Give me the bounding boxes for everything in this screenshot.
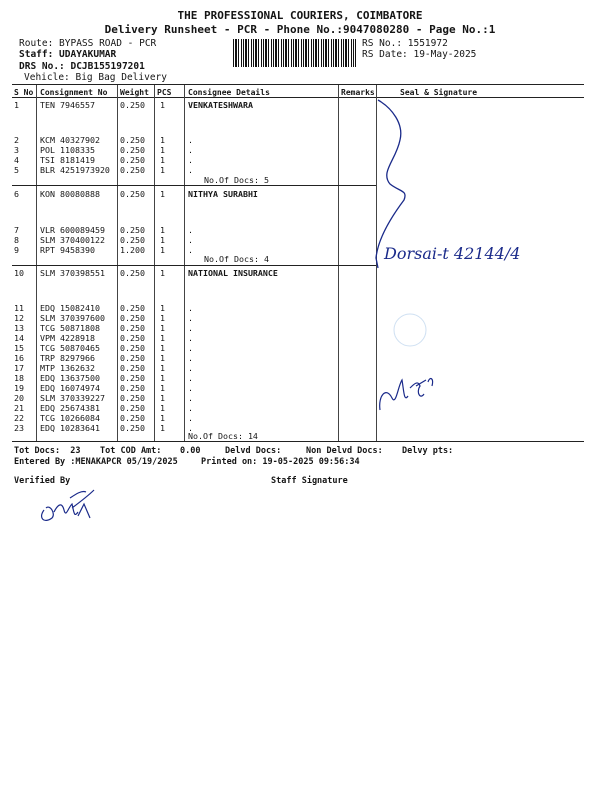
row-consignee-details: . bbox=[188, 413, 193, 423]
row-consignment-no: SLM 370398551 bbox=[40, 268, 105, 278]
stamp-mark bbox=[394, 314, 426, 346]
row-weight: 0.250 bbox=[120, 403, 145, 413]
entered-by: Entered By :MENAKAPCR 05/19/2025 bbox=[14, 457, 178, 467]
row-consignee-details: . bbox=[188, 423, 193, 433]
row-sno: 9 bbox=[14, 245, 19, 255]
row-sno: 17 bbox=[14, 363, 24, 373]
col-divider bbox=[338, 85, 339, 441]
company-title: THE PROFESSIONAL COURIERS, COIMBATORE bbox=[177, 9, 423, 22]
row-consignee-details: . bbox=[188, 303, 193, 313]
row-consignment-no: KON 80080888 bbox=[40, 189, 100, 199]
row-sno: 3 bbox=[14, 145, 19, 155]
row-consignment-no: EDQ 13637500 bbox=[40, 373, 100, 383]
table-top-rule bbox=[12, 84, 584, 85]
row-pcs: 1 bbox=[160, 313, 165, 323]
row-weight: 0.250 bbox=[120, 413, 145, 423]
row-sno: 14 bbox=[14, 333, 24, 343]
row-consignee-details: . bbox=[188, 165, 193, 175]
row-sno: 11 bbox=[14, 303, 24, 313]
col-header-pcs: PCS bbox=[157, 88, 172, 97]
row-consignment-no: EDQ 10283641 bbox=[40, 423, 100, 433]
row-consignment-no: EDQ 15082410 bbox=[40, 303, 100, 313]
row-consignment-no: TEN 7946557 bbox=[40, 100, 95, 110]
row-pcs: 1 bbox=[160, 333, 165, 343]
row-pcs: 1 bbox=[160, 135, 165, 145]
col-divider bbox=[117, 85, 118, 441]
row-consignment-no: VLR 600089459 bbox=[40, 225, 105, 235]
total-cod-value: 0.00 bbox=[180, 446, 201, 456]
col-header-seal: Seal & Signature bbox=[400, 88, 478, 97]
row-consignee-details: . bbox=[188, 135, 193, 145]
row-consignee-details: NITHYA SURABHI bbox=[188, 189, 258, 199]
row-sno: 23 bbox=[14, 423, 24, 433]
staff-info: Staff: UDAYAKUMAR bbox=[19, 49, 117, 60]
col-divider bbox=[184, 85, 185, 441]
verified-by-label: Verified By bbox=[14, 476, 71, 486]
row-weight: 0.250 bbox=[120, 423, 145, 433]
row-sno: 6 bbox=[14, 189, 19, 199]
handwritten-signature-mid bbox=[380, 379, 433, 410]
row-consignee-details: . bbox=[188, 155, 193, 165]
row-consignment-no: VPM 4228918 bbox=[40, 333, 95, 343]
row-weight: 0.250 bbox=[120, 383, 145, 393]
col-header-consignment: Consignment No bbox=[40, 88, 108, 97]
row-consignment-no: TCG 10266084 bbox=[40, 413, 100, 423]
row-weight: 0.250 bbox=[120, 135, 145, 145]
row-consignment-no: TSI 8181419 bbox=[40, 155, 95, 165]
row-consignment-no: TCG 50871808 bbox=[40, 323, 100, 333]
row-weight: 0.250 bbox=[120, 363, 145, 373]
row-sno: 4 bbox=[14, 155, 19, 165]
group-total: No.Of Docs: 14 bbox=[188, 431, 258, 441]
row-weight: 0.250 bbox=[120, 303, 145, 313]
delivery-points: Delvy pts: bbox=[402, 446, 454, 456]
row-consignee-details: . bbox=[188, 383, 193, 393]
row-pcs: 1 bbox=[160, 155, 165, 165]
row-sno: 18 bbox=[14, 373, 24, 383]
row-consignment-no: KCM 40327902 bbox=[40, 135, 100, 145]
col-header-remarks: Remarks bbox=[341, 88, 375, 97]
delivered-docs: Delvd Docs: bbox=[225, 446, 282, 456]
handwritten-remark: Dorsai-t 42144/4 bbox=[384, 244, 521, 263]
barcode bbox=[233, 39, 356, 67]
drs-number: DRS No.: DCJB155197201 bbox=[19, 61, 145, 72]
row-pcs: 1 bbox=[160, 343, 165, 353]
total-docs: Tot Docs: 23 bbox=[14, 446, 81, 456]
row-pcs: 1 bbox=[160, 383, 165, 393]
staff-signature-label: Staff Signature bbox=[271, 476, 348, 486]
row-consignee-details: NATIONAL INSURANCE bbox=[188, 268, 278, 278]
vehicle-info: Vehicle: Big Bag Delivery bbox=[24, 72, 167, 83]
row-consignment-no: SLM 370400122 bbox=[40, 235, 105, 245]
row-consignee-details: . bbox=[188, 313, 193, 323]
route-info: Route: BYPASS ROAD - PCR bbox=[19, 38, 157, 49]
row-weight: 1.200 bbox=[120, 245, 145, 255]
col-header-weight: Weight bbox=[120, 88, 149, 97]
row-consignee-details: . bbox=[188, 235, 193, 245]
row-sno: 22 bbox=[14, 413, 24, 423]
row-consignment-no: TCG 50870465 bbox=[40, 343, 100, 353]
row-sno: 16 bbox=[14, 353, 24, 363]
verified-signature bbox=[42, 490, 94, 520]
row-consignee-details: . bbox=[188, 363, 193, 373]
row-sno: 19 bbox=[14, 383, 24, 393]
row-weight: 0.250 bbox=[120, 353, 145, 363]
row-weight: 0.250 bbox=[120, 333, 145, 343]
row-consignee-details: . bbox=[188, 145, 193, 155]
row-weight: 0.250 bbox=[120, 268, 145, 278]
row-sno: 13 bbox=[14, 323, 24, 333]
col-divider bbox=[154, 85, 155, 441]
row-consignment-no: SLM 370397600 bbox=[40, 313, 105, 323]
row-sno: 10 bbox=[14, 268, 24, 278]
row-weight: 0.250 bbox=[120, 165, 145, 175]
row-sno: 1 bbox=[14, 100, 19, 110]
table-bottom-rule bbox=[12, 441, 584, 442]
row-weight: 0.250 bbox=[120, 343, 145, 353]
row-pcs: 1 bbox=[160, 189, 165, 199]
row-pcs: 1 bbox=[160, 235, 165, 245]
group-total: No.Of Docs: 5 bbox=[204, 175, 269, 185]
col-divider bbox=[36, 85, 37, 441]
row-sno: 2 bbox=[14, 135, 19, 145]
signature-bracket bbox=[376, 100, 405, 268]
row-pcs: 1 bbox=[160, 353, 165, 363]
row-consignment-no: EDQ 16074974 bbox=[40, 383, 100, 393]
row-weight: 0.250 bbox=[120, 225, 145, 235]
printed-on: Printed on: 19-05-2025 09:56:34 bbox=[201, 457, 360, 467]
row-consignee-details: . bbox=[188, 333, 193, 343]
row-consignee-details: . bbox=[188, 343, 193, 353]
row-weight: 0.250 bbox=[120, 313, 145, 323]
row-weight: 0.250 bbox=[120, 145, 145, 155]
row-pcs: 1 bbox=[160, 303, 165, 313]
runsheet-subtitle: Delivery Runsheet - PCR - Phone No.:9047080280 - Page No.:1 bbox=[104, 23, 496, 36]
row-consignee-details: VENKATESHWARA bbox=[188, 100, 253, 110]
row-sno: 21 bbox=[14, 403, 24, 413]
row-pcs: 1 bbox=[160, 100, 165, 110]
col-header-sno: S No bbox=[14, 88, 34, 97]
total-cod-label: Tot COD Amt: bbox=[100, 446, 162, 456]
row-pcs: 1 bbox=[160, 323, 165, 333]
row-consignment-no: POL 1108335 bbox=[40, 145, 95, 155]
row-pcs: 1 bbox=[160, 165, 165, 175]
row-consignee-details: . bbox=[188, 403, 193, 413]
row-consignee-details: . bbox=[188, 245, 193, 255]
header-bottom-rule bbox=[12, 97, 584, 98]
row-consignee-details: . bbox=[188, 373, 193, 383]
group-separator bbox=[12, 265, 376, 266]
row-sno: 7 bbox=[14, 225, 19, 235]
row-weight: 0.250 bbox=[120, 373, 145, 383]
row-pcs: 1 bbox=[160, 413, 165, 423]
col-header-consignee: Consignee Details bbox=[188, 88, 270, 97]
row-pcs: 1 bbox=[160, 373, 165, 383]
row-consignee-details: . bbox=[188, 393, 193, 403]
non-delivered-docs: Non Delvd Docs: bbox=[306, 446, 383, 456]
row-pcs: 1 bbox=[160, 268, 165, 278]
col-divider bbox=[376, 85, 377, 441]
row-consignment-no: BLR 4251973920 bbox=[40, 165, 110, 175]
row-pcs: 1 bbox=[160, 423, 165, 433]
rs-number: RS No.: 1551972 bbox=[362, 38, 448, 49]
row-sno: 20 bbox=[14, 393, 24, 403]
row-consignment-no: EDQ 25674381 bbox=[40, 403, 100, 413]
row-sno: 8 bbox=[14, 235, 19, 245]
row-consignee-details: . bbox=[188, 225, 193, 235]
row-pcs: 1 bbox=[160, 393, 165, 403]
row-consignment-no: RPT 9458390 bbox=[40, 245, 95, 255]
row-weight: 0.250 bbox=[120, 189, 145, 199]
row-weight: 0.250 bbox=[120, 100, 145, 110]
row-weight: 0.250 bbox=[120, 155, 145, 165]
row-sno: 15 bbox=[14, 343, 24, 353]
row-pcs: 1 bbox=[160, 225, 165, 235]
rs-date: RS Date: 19-May-2025 bbox=[362, 49, 477, 60]
group-total: No.Of Docs: 4 bbox=[204, 254, 269, 264]
row-pcs: 1 bbox=[160, 245, 165, 255]
row-consignment-no: MTP 1362632 bbox=[40, 363, 95, 373]
row-consignment-no: SLM 370339227 bbox=[40, 393, 105, 403]
row-sno: 12 bbox=[14, 313, 24, 323]
row-pcs: 1 bbox=[160, 403, 165, 413]
row-weight: 0.250 bbox=[120, 235, 145, 245]
row-pcs: 1 bbox=[160, 363, 165, 373]
row-consignee-details: . bbox=[188, 353, 193, 363]
row-pcs: 1 bbox=[160, 145, 165, 155]
row-consignment-no: TRP 8297966 bbox=[40, 353, 95, 363]
row-weight: 0.250 bbox=[120, 323, 145, 333]
row-weight: 0.250 bbox=[120, 393, 145, 403]
group-separator bbox=[12, 185, 376, 186]
row-sno: 5 bbox=[14, 165, 19, 175]
row-consignee-details: . bbox=[188, 323, 193, 333]
